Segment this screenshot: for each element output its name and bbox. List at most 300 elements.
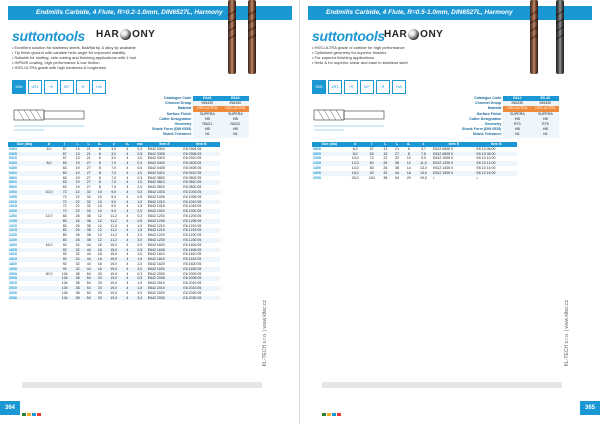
table-cell: 19,0 <box>105 276 122 281</box>
table-cell: 0,5 <box>133 219 147 224</box>
table-cell: 92 <box>57 257 72 262</box>
table-cell: 10 <box>97 194 102 199</box>
table-cell: 4 <box>126 194 129 199</box>
spec-label: Surface Finish <box>166 111 192 116</box>
spec-label: Cutter Designation <box>469 116 502 121</box>
spec-value: IN5430 <box>193 101 221 106</box>
table-row <box>312 176 517 181</box>
table-cell: 1203 <box>9 213 17 218</box>
table-cell: 4 <box>126 165 129 170</box>
table-cell: 8 <box>98 175 101 180</box>
table-cell: 16 <box>97 242 102 247</box>
table-cell: 1630 <box>8 267 41 272</box>
table-cell: 0,3 <box>137 271 143 276</box>
table-cell: E6 0810 05 <box>182 180 220 185</box>
table-cell: E612 1205 0 <box>432 161 475 166</box>
table-cell: 19,0 <box>110 290 118 295</box>
table-cell: 4 <box>122 219 133 224</box>
table-cell: 27 <box>391 152 403 157</box>
table-cell: 4 <box>122 180 133 185</box>
table-cell: 11,2 <box>105 238 122 243</box>
table-cell: E642 1015 <box>147 204 165 209</box>
table-cell: 0,5 <box>137 165 143 170</box>
din-icon: DIN 6527L <box>312 80 326 94</box>
spec-value: E644 <box>221 96 249 101</box>
table-cell: 57 <box>62 156 67 161</box>
column-header: l₂ <box>391 142 403 147</box>
right-brand-logo: suttontools <box>312 28 385 44</box>
radius-icon: ≤R1 <box>328 80 342 94</box>
table-cell: 38 <box>391 161 403 166</box>
feature-item: • Suitable for slotting, side cutting and finishing applications with 1 tool <box>12 55 136 60</box>
table-cell: 20,0 <box>351 175 359 180</box>
table-cell: 9,0 <box>111 204 117 209</box>
table-cell: 4 <box>126 223 129 228</box>
feature-item: • For superior finishing applications <box>312 55 375 60</box>
table-cell: 26 <box>75 213 80 218</box>
spec-value: HB <box>221 117 249 122</box>
table-cell: 72 <box>57 209 72 214</box>
table-cell: 32 <box>75 242 80 247</box>
table-cell: 4 <box>126 261 129 266</box>
table-cell: 1,5 <box>137 204 143 209</box>
table-cell: E6 0803 05 <box>183 175 202 180</box>
tolerance-icon: +0 <box>44 80 58 94</box>
table-cell: 7,0 <box>105 180 122 185</box>
spec-value: HSS-ULTRA <box>221 106 249 111</box>
table-cell: E6 2015 05 <box>182 286 220 291</box>
table-cell: 12 <box>94 238 105 243</box>
spec-label: Material <box>177 106 192 111</box>
table-cell: E6 1615 05 <box>182 257 220 262</box>
table-cell: 2030 <box>8 296 41 301</box>
table-cell: E642 1220 <box>147 233 165 238</box>
table-cell: 8 <box>98 165 101 170</box>
spec-value: HB <box>503 127 531 132</box>
spec-value: h6 <box>193 132 221 137</box>
table-cell: 4 <box>122 190 133 195</box>
table-cell: 19,0 <box>110 281 118 286</box>
table-cell: 10 <box>97 204 102 209</box>
table-cell: 19 <box>75 165 80 170</box>
table-cell: 3,0 <box>105 152 122 157</box>
din-icon: DIN 6527L <box>12 80 26 94</box>
column-header: Item E <box>147 142 183 147</box>
table-cell: 20 <box>406 175 411 180</box>
table-cell: 4 <box>126 252 129 257</box>
column-header: Item B <box>182 142 220 147</box>
spec-label: Surface Finish <box>476 111 502 116</box>
table-cell: E642 1603 <box>147 242 165 247</box>
table-cell: 44 <box>83 257 94 262</box>
column-header: Size (dia) <box>8 142 41 147</box>
table-cell: 83 <box>57 219 72 224</box>
spec-value: h6 <box>221 132 249 137</box>
table-cell: 72 <box>57 190 72 195</box>
table-cell: 12 <box>94 219 105 224</box>
table-cell: E642 1215 <box>147 228 183 233</box>
table-cell: E6 10 06 00 <box>476 146 496 151</box>
table-cell: 0403 <box>8 161 41 166</box>
right-feature-icons <box>312 80 406 101</box>
column-header: rad <box>133 142 147 147</box>
table-cell: E6 1210 05 <box>183 223 202 228</box>
table-cell: 9,0 <box>105 190 122 195</box>
left-side-text: KL-TECH s.r.o. | www.kltec.cz <box>262 300 268 367</box>
feature-item: • HSS-ULTRA grade of carbide for high performance <box>312 45 405 50</box>
right-feature-list <box>312 45 512 65</box>
table-cell: E6 1015 05 <box>183 204 202 209</box>
table-cell: E6 0410 05 <box>182 171 220 176</box>
table-cell: 4 <box>126 156 129 161</box>
table-cell: 44 <box>83 248 94 253</box>
table-cell: 1405 <box>313 165 321 170</box>
table-cell: 15,0 <box>110 252 118 257</box>
table-cell: 20 <box>97 290 102 295</box>
right-header-title: Endmills Carbide, 4 Flute, R=0.5-1.0mm, DIN6527L, Harmony <box>326 9 513 16</box>
table-cell: E642 2015 <box>147 286 183 291</box>
table-cell: E642 0803 <box>147 175 165 180</box>
table-cell: 1605 <box>312 171 346 176</box>
table-cell: 4 <box>122 296 133 301</box>
table-cell: 1,5 <box>133 286 147 291</box>
helix-icon: 50° <box>360 80 374 94</box>
table-cell: 32 <box>72 257 83 262</box>
table-cell: 2,0 <box>137 233 143 238</box>
left-brand-logo: suttontools <box>12 28 85 44</box>
table-cell: 92 <box>57 248 72 253</box>
table-cell: 20 <box>94 286 105 291</box>
table-cell: 4 <box>122 209 133 214</box>
table-cell: 38 <box>86 213 91 218</box>
table-cell: 32 <box>83 190 94 195</box>
table-cell <box>41 296 58 301</box>
table-cell: 0310 <box>9 156 17 161</box>
table-cell: 3,0 <box>111 156 117 161</box>
table-cell: 4 <box>126 146 129 151</box>
spec-label: Geometry <box>484 122 502 127</box>
table-cell: E6 1215 05 <box>182 228 220 233</box>
harmony-ball-icon <box>120 29 131 40</box>
table-cell: 19,0 <box>105 296 122 301</box>
feature-item: • Helix & for superior shear and ease in stainless steel <box>312 60 408 65</box>
table-cell: E6 2020 05 <box>183 290 202 295</box>
left-spec-table <box>150 96 249 138</box>
column-header: z <box>105 142 122 147</box>
table-cell: 27 <box>83 161 94 166</box>
spec-value: HB <box>531 127 559 132</box>
spec-row <box>150 132 249 137</box>
spec-value: R70 <box>503 122 531 127</box>
table-cell: 19 <box>380 152 392 157</box>
table-cell: 83 <box>57 238 72 243</box>
table-cell: 32 <box>86 194 91 199</box>
spec-value: HB <box>531 117 559 122</box>
table-cell: 14 <box>406 165 411 170</box>
table-cell: 1015 <box>9 204 17 209</box>
spec-label: Shank Tolerance <box>472 132 502 137</box>
table-cell: E6 10 12 00 <box>476 161 517 166</box>
table-cell: 15,0 <box>110 242 118 247</box>
table-cell: E6 2010 05 <box>183 281 202 286</box>
table-cell: 92 <box>364 171 380 176</box>
table-cell: 4 <box>126 271 129 276</box>
table-cell: 32 <box>83 209 94 214</box>
table-cell: 8,0 <box>41 161 58 166</box>
column-header: z <box>415 142 432 147</box>
table-cell: E612 1005 0 <box>433 156 454 161</box>
spec-row <box>460 132 559 137</box>
table-cell: 9,0 <box>420 156 426 161</box>
table-cell: 2020 <box>9 290 17 295</box>
table-cell: 83 <box>62 213 67 218</box>
table-cell: 104 <box>61 271 68 276</box>
table-cell: 21 <box>83 152 94 157</box>
table-cell: 26 <box>383 165 388 170</box>
table-cell: 1020 <box>8 209 41 214</box>
spec-value: HB <box>503 117 531 122</box>
table-cell: E642 2003 <box>147 271 165 276</box>
table-cell: 1215 <box>8 228 41 233</box>
table-cell: 0,5 <box>133 276 147 281</box>
column-header: l <box>57 142 72 147</box>
table-cell: 2005 <box>8 276 41 281</box>
table-cell: 21 <box>86 156 91 161</box>
table-cell: 63 <box>57 161 72 166</box>
table-cell: • <box>433 175 435 180</box>
table-cell: 15,0 <box>105 248 122 253</box>
table-cell: E6 1005 05 <box>183 194 202 199</box>
table-cell: 15,0 <box>105 257 122 262</box>
table-cell: 4 <box>122 286 133 291</box>
table-cell: 10 <box>94 209 105 214</box>
table-cell: 0,3 <box>137 213 143 218</box>
table-cell: 3,7 <box>420 146 426 151</box>
table-cell: 10,0 <box>41 190 58 195</box>
table-cell: 19 <box>72 161 83 166</box>
spec-value: E6-10 <box>531 96 559 101</box>
table-cell: E612 0805 0 <box>432 152 475 157</box>
table-cell: 1603 <box>9 242 17 247</box>
table-cell: 7,0 <box>111 175 117 180</box>
table-cell: 92 <box>62 242 67 247</box>
right-size-table <box>312 142 517 180</box>
table-cell: E642 0310 <box>147 156 165 161</box>
table-cell: E642 1615 <box>147 257 183 262</box>
table-cell: 16 <box>94 248 105 253</box>
table-cell: 11,2 <box>110 213 117 218</box>
table-cell: 11,2 <box>110 223 117 228</box>
column-header: Item E <box>432 142 475 147</box>
left-feature-list <box>12 45 212 70</box>
table-cell: 1205 <box>8 219 41 224</box>
table-cell: 63 <box>62 175 67 180</box>
table-cell: E6 1630 05 <box>182 267 220 272</box>
feature-item: • Tip finish ground with variable helix angle for improved stability <box>12 50 126 55</box>
table-cell: 104 <box>57 286 72 291</box>
table-cell: 11,0 <box>415 161 432 166</box>
table-cell: 54 <box>86 271 91 276</box>
table-cell: 10,0 <box>351 156 359 161</box>
table-cell: 2,0 <box>137 261 143 266</box>
table-cell: 15,0 <box>415 171 432 176</box>
spec-value: HB <box>221 127 249 132</box>
table-cell: E642 1620 <box>147 261 165 266</box>
table-cell: 92 <box>62 252 67 257</box>
shank-icon: HA <box>92 80 106 94</box>
right-legend <box>322 412 342 416</box>
spec-label: Chromel Group <box>474 101 502 106</box>
table-cell: 1620 <box>9 261 17 266</box>
table-cell: 9,0 <box>105 200 122 205</box>
spec-label: Catalogue Code <box>163 96 192 100</box>
table-cell: 38 <box>383 175 388 180</box>
table-cell: 104 <box>368 175 375 180</box>
table-cell: E642 0810 <box>147 180 183 185</box>
table-cell: 0820 <box>9 185 17 190</box>
column-header: l₁ <box>72 142 83 147</box>
table-cell: 3,0 <box>133 238 147 243</box>
table-cell: 21 <box>86 146 91 151</box>
table-cell: E642 0405 <box>147 165 165 170</box>
table-cell: 8 <box>94 161 105 166</box>
spec-value: HSS-ULTRA <box>531 106 559 111</box>
table-cell: 26 <box>75 223 80 228</box>
table-cell: 63 <box>57 171 72 176</box>
table-cell: 72 <box>62 194 67 199</box>
table-cell: E6 1020 05 <box>182 209 220 214</box>
table-cell: 54 <box>86 290 91 295</box>
table-cell: 4 <box>122 276 133 281</box>
table-cell: 32 <box>72 267 83 272</box>
table-cell: 26 <box>72 219 83 224</box>
spec-value: h6 <box>503 132 531 137</box>
corner-radius-icon: R <box>76 80 90 94</box>
table-cell: 1003 <box>8 190 41 195</box>
table-cell: 92 <box>57 267 72 272</box>
column-header: d <box>346 142 363 147</box>
table-cell: 12,0 <box>346 161 363 166</box>
spec-label: Shank Tolerance <box>162 132 192 137</box>
table-cell: 32 <box>72 248 83 253</box>
table-cell: 16 <box>97 261 102 266</box>
table-cell: 4 <box>126 185 129 190</box>
table-cell: E642 1005 <box>147 194 165 199</box>
table-cell: 27 <box>86 165 91 170</box>
table-cell: E612 1405 0 <box>433 165 454 170</box>
right-side-text: KL-TECH s.r.o. | www.kltec.cz <box>564 300 570 367</box>
column-header: d₁ <box>403 142 415 147</box>
table-cell: 13 <box>75 156 80 161</box>
table-cell: 83 <box>62 233 67 238</box>
table-cell: E642 1010 <box>147 200 183 205</box>
table-cell: 4 <box>126 242 129 247</box>
table-cell: E6 0304 05 <box>183 146 202 151</box>
table-cell: 1610 <box>9 252 17 257</box>
table-cell: 4 <box>122 228 133 233</box>
spec-label: Material <box>487 106 502 111</box>
table-cell: 1,5 <box>133 257 147 262</box>
table-cell: 7,0 <box>111 185 117 190</box>
table-cell: E642 1003 <box>147 190 183 195</box>
shank-icon: HA <box>392 80 406 94</box>
spec-value: HSS-ULTRA <box>193 106 221 111</box>
table-cell: E642 0403 <box>147 161 183 166</box>
table-cell: E612 0605 0 <box>433 146 454 151</box>
spec-label: Shank Form (DIN 6535) <box>462 127 502 132</box>
table-cell: 22 <box>75 194 80 199</box>
table-cell: 38 <box>75 290 80 295</box>
table-cell: 20,0 <box>45 271 53 276</box>
table-cell: E6 10 16 00 <box>476 171 517 176</box>
table-cell: 19 <box>72 180 83 185</box>
left-header-title: Endmills Carbide, 4 Flute, R=0.2-1.0mm, DIN6527L, Harmony <box>36 9 223 16</box>
left-feature-icons <box>12 80 106 101</box>
table-cell: 19,0 <box>105 286 122 291</box>
table-cell: 1205 <box>312 161 346 166</box>
feature-item: • Optimised geometry for superior finishes <box>312 50 387 55</box>
table-cell: E642 0305 <box>147 152 183 157</box>
right-spec-table <box>460 96 559 138</box>
table-cell: 1,0 <box>133 171 147 176</box>
table-cell: 27 <box>83 171 94 176</box>
table-cell: 57 <box>62 146 67 151</box>
table-cell: 3,0 <box>133 296 147 301</box>
table-cell: 4 <box>126 175 129 180</box>
spec-value: SUPERA <box>503 112 531 117</box>
table-cell: 16 <box>94 257 105 262</box>
table-cell: E6 2003 05 <box>183 271 202 276</box>
table-cell: 9,0 <box>111 194 117 199</box>
table-cell: 63 <box>364 152 380 157</box>
table-cell: 1,0 <box>137 156 143 161</box>
table-cell: 0,3 <box>137 146 143 151</box>
radius-icon: ≤R1 <box>28 80 42 94</box>
table-cell: 1220 <box>9 233 17 238</box>
table-cell: 22 <box>72 209 83 214</box>
table-cell: 4 <box>122 238 133 243</box>
table-cell: E6 1003 05 <box>182 190 220 195</box>
table-cell: 2,0 <box>137 185 143 190</box>
table-cell: 13 <box>383 146 388 151</box>
spec-value: R75 <box>531 122 559 127</box>
table-cell: E6 0403 05 <box>182 161 220 166</box>
table-cell: 1005 <box>313 156 321 161</box>
table-cell: 12 <box>97 223 102 228</box>
table-cell: 4 <box>122 200 133 205</box>
table-cell: 0,5 <box>133 248 147 253</box>
table-cell: 13,0 <box>420 165 427 170</box>
table-cell: 16 <box>403 171 415 176</box>
table-cell: 22 <box>75 204 80 209</box>
table-cell: 0,3 <box>137 242 143 247</box>
table-cell: 32 <box>75 252 80 257</box>
table-cell: 11,2 <box>105 228 122 233</box>
spec-value: HB <box>193 117 221 122</box>
table-cell: 10 <box>406 156 411 161</box>
table-cell: 8 <box>403 152 415 157</box>
table-cell: 27 <box>86 185 91 190</box>
table-cell: 0,3 <box>137 175 143 180</box>
spec-value: HB <box>193 127 221 132</box>
table-cell: 26 <box>75 233 80 238</box>
right-harmony-logo: HAR ONY <box>384 29 444 41</box>
spec-value: R&D1 <box>193 122 221 127</box>
column-header: d <box>41 142 58 147</box>
table-cell: 0810 <box>8 180 41 185</box>
table-cell: 38 <box>72 276 83 281</box>
spec-value: HSS-ULTRA <box>503 106 531 111</box>
